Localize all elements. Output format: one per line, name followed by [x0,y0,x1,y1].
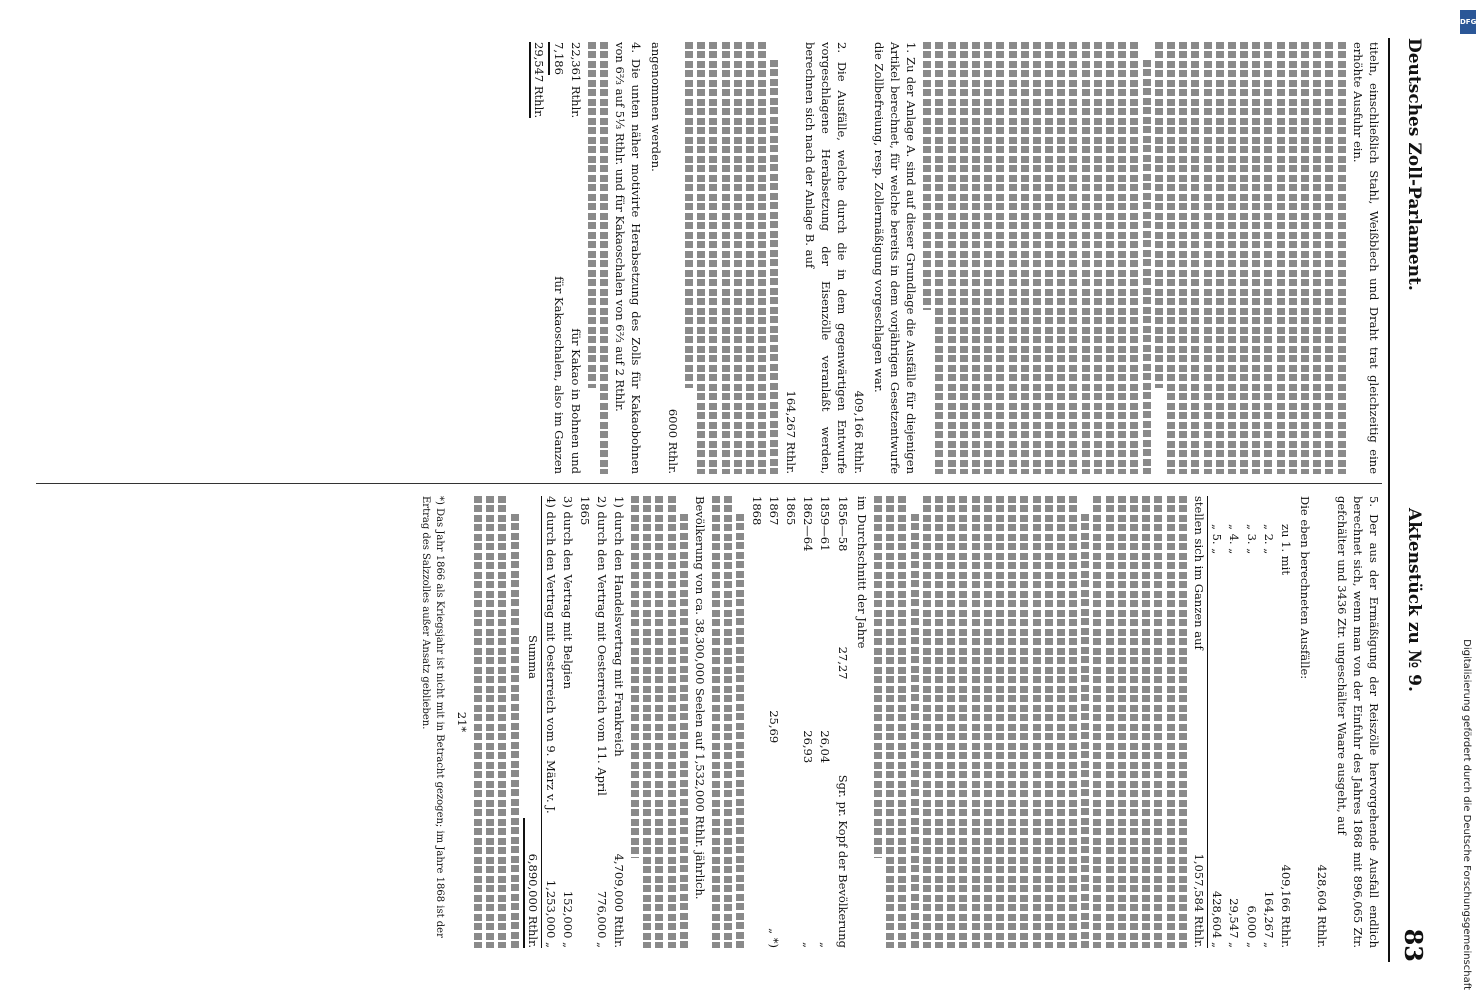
item-1-sum-row [851,42,867,474]
summa-value: 6,890,000 Rthlr. [523,818,541,948]
page-number: 83 [1399,928,1428,962]
treaty-label: 2) durch den Vertrag mit Oesterreich vom 11. April 1865 [578,496,609,796]
shortfall-row-label: „ 3. „ [1244,524,1259,555]
right-column [36,496,1382,948]
year-range: 1856—58 [835,496,850,552]
item-5-value: 428,604 Rthlr. [1315,864,1330,948]
item-4-text-block [588,42,608,474]
item-5-paragraph: 5. Der aus der Ermäßigung der Reiszölle hervorgehende Ausfall endlich berechnet sich, wenn man von der Einfuhr des Jahres 1868 mit 896,065 Ztr. gefchälter und 3436 Ztr. ungeschälter Waare ausgeht, auf [1334,496,1381,948]
summa-label: Summa [525,635,540,679]
digitization-note: Digitalisierung gefördert durch die Deutsche Forschungsgemeinschaft [1461,639,1472,990]
year-row [800,496,816,948]
treaty-row [560,496,576,948]
footnote: *) Das Jahr 1866 als Kriegsjahr ist nicht mit in Betracht gezogen; im Jahre 1868 ist der Ertrag des Salzzolles außer Ansatz geblieben. [419,496,445,938]
shortfall-row-label: „ 5. „ [1210,524,1225,555]
body-text-block [712,496,744,948]
treaty-row [577,496,609,948]
column-divider [36,483,1382,484]
shortfall-row-label: „ 2. „ [1261,524,1276,555]
year-range: 1862—64 [801,496,816,552]
item-1-paragraph: 1. Zu der Anlage A. sind auf dieser Grundlage die Ausfälle für diejenigen Artikel berechnet, für welche bereits in dem vorjährigen Gesetzentwurfe die Zollbefreiung, resp. Zollermäßigung vorgeschlagen war. [871,42,919,474]
treaty-row [543,496,559,948]
item-2-paragraph: 2. Die Ausfälle, welche durch die in dem gegenwärtigen Entwurfe vorgeschlagene Herabsetzung der Eisenzölle veranlaßt werden, berechnen sich nach der Anlage B. auf [802,42,850,474]
treaty-value: 4,709,000 Rthlr. [611,853,626,948]
year-row [817,496,833,948]
year-unit: Sgr. pr. Kopf der Bevölkerung [835,774,850,948]
dfg-logo: DFG [1460,10,1476,34]
shortfall-row [1261,496,1277,948]
year-range: 1867 [766,496,781,526]
shortfall-row [1243,496,1259,948]
population-text: Bevölkerung von ca. 38,300,000 Seelen auf 1,532,000 Rthlr. jährlich. [692,496,707,900]
year-range: 1865 [784,496,799,526]
treaty-value: 152,000 „ [561,890,576,948]
item-3-text-block [685,42,778,474]
treaty-row [611,496,627,948]
year-value: 27,27 [835,646,850,680]
year-range: 1859—61 [818,496,833,552]
item-4-total-row [529,42,547,474]
shortfall-row-value: 428,604 „ [1210,890,1225,948]
year-range: 1868 [749,496,764,526]
item-4-value-a: 22,361 Rthlr. [568,42,583,119]
document-page [20,20,1440,980]
summa-row [523,496,542,948]
item-3-value: 6000 Rthlr. [665,408,680,474]
treaty-list [543,496,627,948]
opening-paragraph: titeln, einschließlich Stahl, Weißblech und Draht trat gleichzeitig eine erhöhte Ausfuhr ein. [1350,42,1381,474]
signature-mark: 21* [454,711,469,733]
shortfall-list [1209,496,1294,948]
shortfall-row [1278,496,1294,948]
shortfall-total-row [1191,496,1208,948]
treaty-value: 1,253,000 „ [543,879,558,948]
body-text-block [923,42,1345,474]
body-text-block [474,496,519,948]
years-intro: im Durchschnitt der Jahre [854,496,869,649]
year-unit: „ [801,942,816,948]
shortfall-total-label: stellen sich im Ganzen auf [1191,496,1206,650]
year-row [748,496,764,948]
year-value: 25,69 [766,710,781,744]
item-4-paragraph: 4. Die unten näher motivirte Herabsetzung des Zolls für Kakaobohnen von 6⅔ auf 5⅓ Rthlr. und für Kakaoschalen von 6⅔ auf 2 Rthlr. [613,42,644,474]
item-2-sum: 164,267 Rthlr. [783,390,798,474]
item-4-row-a [568,42,584,474]
item-4-value-b: 7,186 [548,42,566,75]
year-row [766,496,782,948]
item-4-row-b [548,42,566,474]
shortfall-list-intro: Die eben berechneten Ausfälle: [1298,496,1313,680]
item-5-value-row [1314,496,1330,948]
shortfall-row-value: 164,267 „ [1261,890,1276,948]
year-unit: „ *) [766,928,781,948]
shortfall-row [1209,496,1225,948]
treaty-label: 1) durch den Handelsvertrag mit Frankreich [611,496,626,757]
year-value: 26,04 [818,730,833,764]
running-title: Deutsches Zoll-Parlament. [1404,38,1424,291]
year-unit: „ [818,942,833,948]
item-4-total: 29,547 Rthlr. [529,42,547,118]
body-text-block [631,496,688,948]
year-table [748,496,850,948]
treaty-label: 4) durch den Vertrag mit Oesterreich vom 9. März v. J. [543,496,558,814]
document-reference: Aktenstück zu № 9. [1404,508,1424,692]
item-4-label-b: für Kakaoschalen, also im Ganzen [551,276,566,474]
year-value: 26,93 [801,730,816,764]
treaty-label: 3) durch den Vertrag mit Belgien [561,496,576,690]
item-4-label-a: für Kakao in Bohnen und [568,328,583,474]
left-column [36,42,1382,474]
shortfall-row-label: zu 1. mit [1278,524,1293,575]
year-row [834,496,850,948]
item-3-tail: angenommen werden. [648,42,663,172]
shortfall-row-label: „ 4. „ [1227,524,1242,555]
item-2-sum-row [782,42,798,474]
item-1-sum: 409,166 Rthlr. [852,390,867,474]
shortfall-row-value: 29,547 „ [1227,898,1242,948]
shortfall-total-value: 1,057,584 Rthlr. [1191,853,1206,948]
page-header [1388,38,1430,962]
body-text-block [874,496,1187,948]
shortfall-row [1226,496,1242,948]
item-3-value-row [665,42,681,474]
shortfall-row-value: 409,166 Rthlr. [1278,864,1293,948]
treaty-value: 776,000 „ [594,890,609,948]
shortfall-row-value: 6,000 „ [1244,905,1259,948]
year-row [783,496,799,948]
